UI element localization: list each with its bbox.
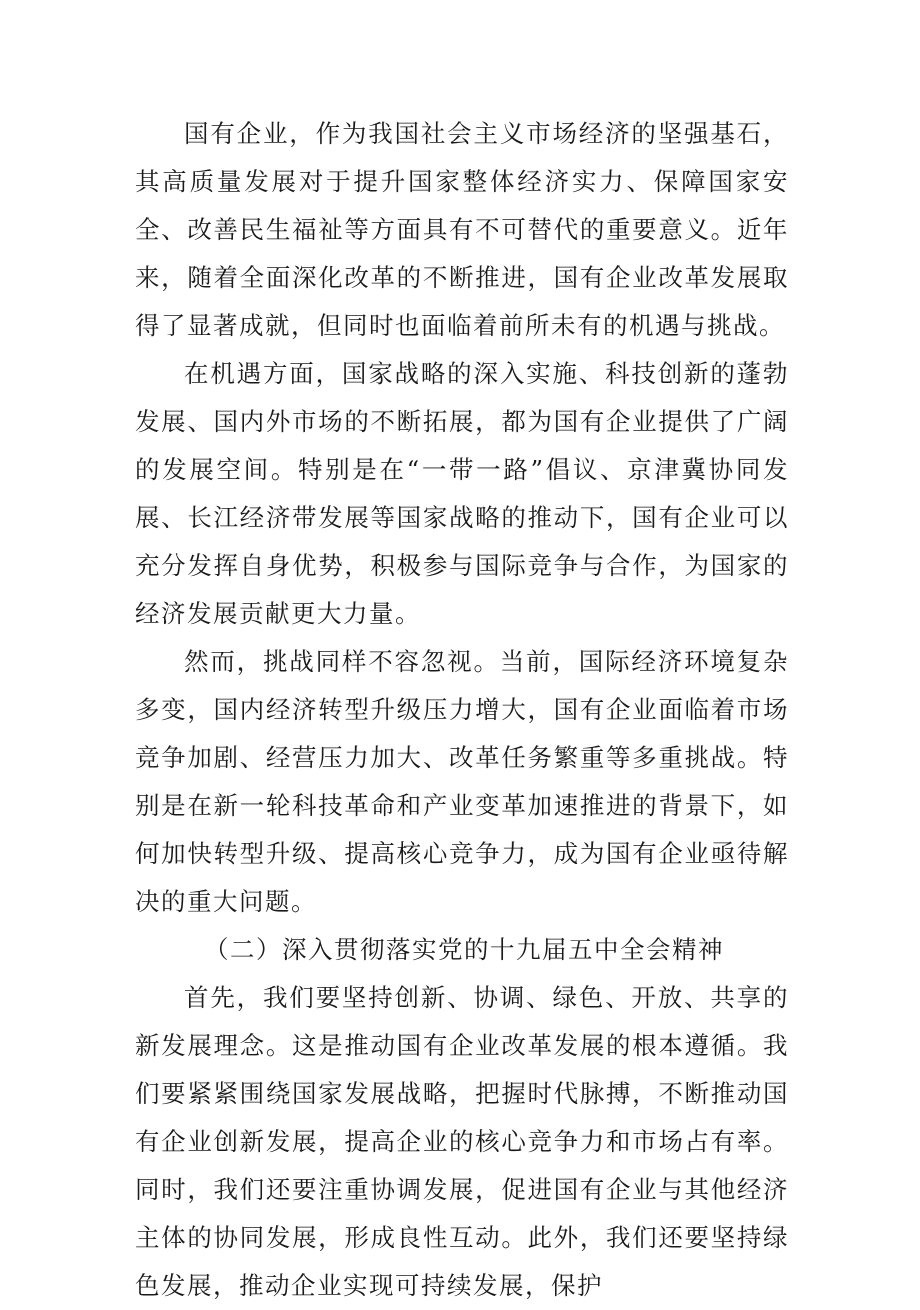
paragraph-opportunities: 在机遇方面，国家战略的深入实施、科技创新的蓬勃发展、国内外市场的不断拓展，都为国有企业提供了广阔的发展空间。特别是在“一带一路”倡议、京津冀协同发展、长江经济带发展等国家战略的推动下，国有企业可以充分发挥自身优势，积极参与国际竞争与合作，为国家的经济发展贡献更大力量。	[135, 359, 789, 628]
paragraph-first-point: 首先，我们要坚持创新、协调、绿色、开放、共享的新发展理念。这是推动国有企业改革发展的根本遵循。我们要紧紧围绕国家发展战略，把握时代脉搏，不断推动国有企业创新发展，提高企业的核心竞争力和市场占有率。同时，我们还要注重协调发展，促进国有企业与其他经济主体的协同发展，形成良性互动。此外，我们还要坚持绿色发展，推动企业实现可持续发展，保护	[135, 983, 789, 1300]
document-body	[135, 110, 789, 1310]
paragraph-challenges: 然而，挑战同样不容忽视。当前，国际经济环境复杂多变，国内经济转型升级压力增大，国有企业面临着市场竞争加剧、经营压力加大、改革任务繁重等多重挑战。特别是在新一轮科技革命和产业变革加速推进的背景下，如何加快转型升级、提高核心竞争力，成为国有企业亟待解决的重大问题。	[135, 647, 789, 916]
paragraph-intro: 国有企业，作为我国社会主义市场经济的坚强基石，其高质量发展对于提升国家整体经济实力、保障国家安全、改善民生福祉等方面具有不可替代的重要意义。近年来，随着全面深化改革的不断推进，国有企业改革发展取得了显著成就，但同时也面临着前所未有的机遇与挑战。	[135, 119, 789, 340]
section-heading: （二）深入贯彻落实党的十九届五中全会精神	[204, 935, 724, 964]
